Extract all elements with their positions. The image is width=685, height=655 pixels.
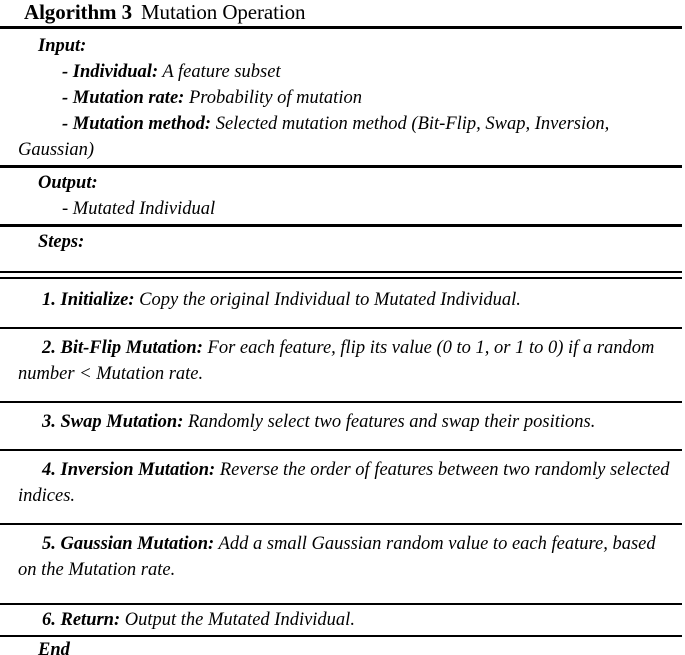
input-item-mutation-method-term: - Mutation method: [62, 114, 212, 134]
input-item-individual-term: - Individual: [62, 62, 159, 82]
spacer [0, 509, 681, 523]
input-heading: Input: [38, 36, 87, 56]
step-3 [0, 403, 685, 449]
output-item-mutated-individual [0, 196, 681, 222]
end-section [0, 637, 685, 655]
step-6-text [0, 607, 681, 633]
algorithm-label: Algorithm 3 [24, 0, 132, 24]
input-item-mutation-method-desc: Selected mutation method (Bit-Flip, Swap, Inversion, Gaussian) [18, 114, 610, 160]
step-1-text [0, 287, 681, 313]
step-2-number: 2. [42, 338, 56, 358]
step-3-number: 3. [42, 412, 56, 432]
output-item-bullet: - [62, 199, 69, 219]
rule-steps-top [0, 271, 682, 279]
step-1 [0, 279, 685, 327]
step-1-number: 1. [42, 290, 56, 310]
output-heading: Output: [38, 173, 98, 193]
spacer [0, 313, 681, 327]
step-5-number: 5. [42, 534, 56, 554]
input-item-mutation-method [0, 111, 681, 163]
step-6-number: 6. [42, 610, 56, 630]
step-2-text [0, 335, 681, 387]
input-section [0, 29, 685, 165]
input-item-mutation-rate-term: - Mutation rate: [62, 88, 185, 108]
step-3-term: Swap Mutation: [60, 412, 184, 432]
output-section [0, 168, 685, 224]
step-3-text [0, 409, 681, 435]
step-4 [0, 451, 685, 523]
input-item-individual-desc: A feature subset [162, 62, 281, 82]
step-6 [0, 605, 685, 635]
spacer [0, 387, 681, 401]
step-4-desc: Reverse the order of features between two randomly selected indices. [18, 460, 670, 506]
step-4-term: Inversion Mutation: [60, 460, 216, 480]
output-item-desc: Mutated Individual [72, 199, 216, 219]
step-6-desc: Output the Mutated Individual. [124, 610, 355, 630]
steps-heading: Steps: [38, 232, 85, 252]
spacer [0, 583, 681, 603]
step-3-desc: Randomly select two features and swap their positions. [188, 412, 596, 432]
algorithm-name: Mutation Operation [140, 0, 306, 24]
input-item-mutation-rate-desc: Probability of mutation [188, 88, 362, 108]
input-item-mutation-rate [0, 85, 681, 111]
end-label: End [38, 640, 70, 655]
step-2 [0, 329, 685, 401]
input-item-individual [0, 59, 681, 85]
step-2-term: Bit-Flip Mutation: [60, 338, 203, 358]
step-5 [0, 525, 685, 603]
step-5-desc: Add a small Gaussian random value to each feature, based on the Mutation rate. [18, 534, 656, 580]
step-6-term: Return: [60, 610, 121, 630]
step-4-number: 4. [42, 460, 56, 480]
step-1-desc: Copy the original Individual to Mutated Individual. [139, 290, 521, 310]
step-5-term: Gaussian Mutation: [60, 534, 215, 554]
step-1-term: Initialize: [60, 290, 135, 310]
steps-heading-section [0, 227, 685, 271]
spacer [0, 435, 681, 449]
step-2-desc: For each feature, flip its value (0 to 1, or 1 to 0) if a random number < Mutation rate. [18, 338, 655, 384]
step-4-text [0, 457, 681, 509]
spacer [0, 255, 681, 271]
algorithm-title [0, 0, 685, 24]
spacer [0, 279, 681, 287]
step-5-text [0, 531, 681, 583]
